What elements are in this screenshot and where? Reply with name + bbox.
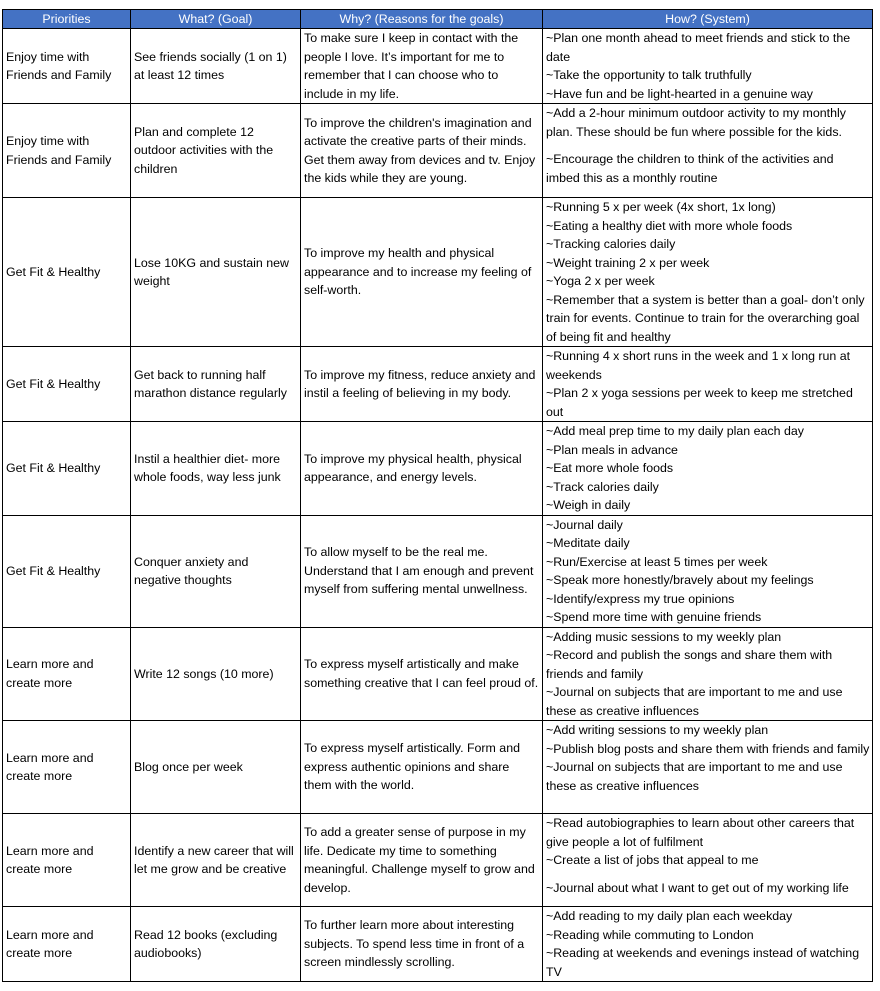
goal-cell: Blog once per week: [131, 721, 301, 814]
how-cell: [543, 198, 873, 347]
priority-cell: Learn more and create more: [3, 907, 131, 982]
how-item: ~Remember that a system is better than a goal- don’t only train for events. Continue to train for the overarching goal of being fit and healthy: [546, 292, 865, 344]
how-item: ~Plan 2 x yoga sessions per week to keep me stretched out: [546, 386, 853, 419]
priority-cell: Learn more and create more: [3, 721, 131, 814]
table-header: [3, 10, 873, 29]
how-item: ~Encourage the children to think of the activities and imbed this as a monthly routine: [546, 152, 834, 185]
goal-cell: Identify a new career that will let me grow and be creative: [131, 814, 301, 907]
reason-cell: To improve the children's imagination and activate the creative parts of their minds. Get them away from devices and tv. Enjoy the kids while they are young.: [301, 104, 543, 198]
table-body: [3, 29, 873, 982]
goal-cell: Instil a healthier diet- more whole foods, way less junk: [131, 422, 301, 516]
how-item: ~Eat more whole foods: [546, 461, 674, 475]
reason-cell: To further learn more about interesting subjects. To spend less time in front of a screen mindlessly scrolling.: [301, 907, 543, 982]
reason-cell: To improve my fitness, reduce anxiety and instil a feeling of believing in my body.: [301, 347, 543, 422]
priority-cell: Get Fit & Healthy: [3, 515, 131, 627]
reason-cell: To add a greater sense of purpose in my life. Dedicate my time to something meaningful. Challenge myself to grow and develop.: [301, 814, 543, 907]
how-cell: [543, 104, 873, 198]
how-item: ~Track calories daily: [546, 479, 659, 494]
how-cell: [543, 347, 873, 422]
goal-cell: Get back to running half marathon distance regularly: [131, 347, 301, 422]
header-priorities: Priorities: [3, 10, 131, 29]
table-row: [3, 347, 873, 422]
header-what: What? (Goal): [131, 10, 301, 29]
how-item: ~Weigh in daily: [546, 498, 631, 512]
how-cell: [543, 515, 873, 627]
header-how: How? (System): [543, 10, 873, 29]
table-row: [3, 29, 873, 104]
goal-cell: See friends socially (1 on 1) at least 12 times: [131, 29, 301, 104]
reason-cell: To allow myself to be the real me. Understand that I am enough and prevent myself from suffering mental unwellness.: [301, 515, 543, 627]
how-item: ~Take the opportunity to talk truthfully: [546, 68, 752, 82]
how-item: ~Journal about what I want to get out of my working life: [546, 880, 849, 895]
how-item: ~Running 4 x short runs in the week and 1 x long run at weekends: [546, 349, 851, 382]
goal-cell: Read 12 books (excluding audiobooks): [131, 907, 301, 982]
how-item: ~Adding music sessions to my weekly plan: [546, 629, 782, 644]
table-row: [3, 907, 873, 982]
priority-cell: Get Fit & Healthy: [3, 347, 131, 422]
how-cell: [543, 627, 873, 721]
how-item: ~Meditate daily: [546, 536, 630, 550]
how-item: ~Plan one month ahead to meet friends and stick to the date: [546, 31, 851, 64]
how-item: ~Add meal prep time to my daily plan each day: [546, 424, 804, 438]
table-row: [3, 422, 873, 516]
how-item: ~Tracking calories daily: [546, 237, 676, 251]
table-row: [3, 721, 873, 814]
how-item: ~Add reading to my daily plan each weekday: [546, 909, 793, 923]
table-row: [3, 515, 873, 627]
how-item: ~Spend more time with genuine friends: [546, 610, 762, 624]
how-item: ~Publish blog posts and share them with friends and family: [546, 741, 870, 756]
goals-table: [2, 9, 873, 982]
priority-cell: Enjoy time with Friends and Family: [3, 29, 131, 104]
how-item: ~Speak more honestly/bravely about my feelings: [546, 573, 814, 587]
goal-cell: Write 12 songs (10 more): [131, 627, 301, 721]
table-row: [3, 814, 873, 907]
how-item: ~Run/Exercise at least 5 times per week: [546, 554, 768, 569]
how-item: ~Create a list of jobs that appeal to me: [546, 853, 759, 867]
table-row: [3, 198, 873, 347]
how-item: ~Plan meals in advance: [546, 442, 678, 457]
table-row: [3, 104, 873, 198]
priority-cell: Get Fit & Healthy: [3, 422, 131, 516]
priority-cell: Get Fit & Healthy: [3, 198, 131, 347]
how-item: ~Journal daily: [546, 517, 623, 532]
how-item: ~Reading at weekends and evenings instead of watching TV: [546, 946, 860, 979]
how-cell: [543, 721, 873, 814]
how-item: ~Journal on subjects that are important to me and use these as creative influences: [546, 685, 843, 718]
header-row: [3, 10, 873, 29]
how-item: ~Reading while commuting to London: [546, 927, 754, 942]
how-item: ~Eating a healthy diet with more whole foods: [546, 218, 793, 233]
reason-cell: To improve my physical health, physical appearance, and energy levels.: [301, 422, 543, 516]
how-item: ~Yoga 2 x per week: [546, 274, 655, 288]
priority-cell: Learn more and create more: [3, 814, 131, 907]
how-item: ~Identify/express my true opinions: [546, 591, 735, 606]
how-item: ~Weight training 2 x per week: [546, 255, 710, 270]
header-why: Why? (Reasons for the goals): [301, 10, 543, 29]
goal-cell: Plan and complete 12 outdoor activities with the children: [131, 104, 301, 198]
table-row: [3, 627, 873, 721]
goal-cell: Conquer anxiety and negative thoughts: [131, 515, 301, 627]
how-cell: [543, 29, 873, 104]
how-item: ~Running 5 x per week (4x short, 1x long): [546, 200, 776, 214]
priority-cell: Enjoy time with Friends and Family: [3, 104, 131, 198]
how-item: ~Read autobiographies to learn about other careers that give people a lot of fulfilment: [546, 816, 855, 849]
how-cell: [543, 422, 873, 516]
reason-cell: To express myself artistically and make something creative that I can feel proud of.: [301, 627, 543, 721]
how-cell: [543, 814, 873, 907]
reason-cell: To make sure I keep in contact with the people I love. It’s important for me to remember that I can choose who to include in my life.: [301, 29, 543, 104]
how-item: ~Have fun and be light-hearted in a genuine way: [546, 86, 813, 101]
how-cell: [543, 907, 873, 982]
how-item: ~Record and publish the songs and share them with friends and family: [546, 648, 833, 681]
how-item: ~Journal on subjects that are important to me and use these as creative influences: [546, 760, 843, 793]
reason-cell: To express myself artistically. Form and express authentic opinions and share them with the world.: [301, 721, 543, 814]
goal-cell: Lose 10KG and sustain new weight: [131, 198, 301, 347]
how-item: ~Add writing sessions to my weekly plan: [546, 723, 769, 737]
priority-cell: Learn more and create more: [3, 627, 131, 721]
reason-cell: To improve my health and physical appearance and to increase my feeling of self-worth.: [301, 198, 543, 347]
how-item: ~Add a 2-hour minimum outdoor activity to my monthly plan. These should be fun where possible for the kids.: [546, 106, 846, 139]
